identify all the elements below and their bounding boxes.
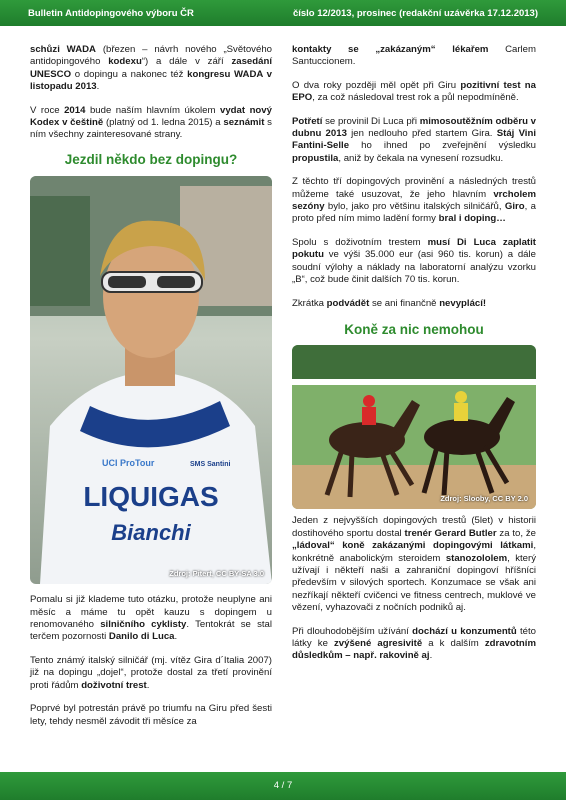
paragraph-wada: schůzi WADA (březen – návrh nového „Světového antidopingového kodexu“) a dále v září zasedání UNESCO o dopingu a nakonec též kongresu WADA v listopadu 2013. xyxy=(30,44,272,93)
footer-bar xyxy=(0,772,566,800)
paragraph-first-ban: Poprvé byl potrestán právě po triumfu na Giru před šesti lety, tehdy nesměl závodit tři měsíce za xyxy=(30,703,272,727)
horse-race-photo xyxy=(292,345,536,509)
paragraph-question: Pomalu si již klademe tuto otázku, protože neuplyne ani měsíc a máme tu opět kauzu s dopingem u renomovaného silničního cyklisty. Tentokrát se stal terčem pozornosti Danilo di Luca. xyxy=(30,594,272,643)
photo-caption-horses: Zdroj: Slooby, CC BY 2.0 xyxy=(440,493,528,503)
horse-race-illustration xyxy=(292,345,536,509)
cyclist-photo xyxy=(30,176,272,584)
jersey-badge: UCI ProTour xyxy=(102,458,155,469)
page-number: 4 / 7 xyxy=(273,780,293,791)
header-bar xyxy=(0,0,566,26)
heading-cyclist: Jezdil někdo bez dopingu? xyxy=(64,151,238,167)
paragraph-kodex: V roce 2014 bude naším hlavním úkolem vydat nový Kodex v češtině (platný od 1. ledna 2015) a seznámit s ním všechny zainteresované strany. xyxy=(30,104,272,141)
bulletin-title: Bulletin Antidopingového výboru ČR xyxy=(28,8,194,19)
paragraph-trainer: Jeden z nejvyšších dopingových trestů (5let) v historii dostihového sportu dostal trenér Gerard Butler za to, že „ládoval“ koně zakázanými dopingovými látkami, konkrétně anabolickým steroidem stanozololem, který užívají i někteří naši a zahraniční dopingoví hříšníci především v silových sportech. Konzumace se však ani nezříkají někteří cvičenci ve fitness centrech, muklové ve vězení, vyhazovači z nočních podniků aj. xyxy=(292,515,536,614)
cyclist-illustration xyxy=(30,176,272,584)
paragraph-contacts: kontakty se „zakázaným“ lékařem Carlem Santuccionem. xyxy=(292,44,536,68)
jersey-bianchi: Bianchi xyxy=(111,520,191,546)
jersey-logo: SMS Santini xyxy=(190,461,231,469)
paragraph-fine: Spolu s doživotním trestem musí Di Luca zaplatit pokutu ve výši 35.000 eur (asi 960 tis. korun) a dále soudní výlohy a náklady na laboratorní analýzu vzorku „B“, což bude činit dalších 70 tis. korun. xyxy=(292,236,536,286)
photo-caption-cyclist: Zdroj: Pitert, CC BY-SA 3.0 xyxy=(169,568,264,578)
left-column xyxy=(30,44,272,739)
heading-horses: Koně za nic nemohou xyxy=(344,321,484,337)
paragraph-third: Potřetí se provinil Di Luca při mimosoutěžním odběru v dubnu 2013 jen nedlouho před startem Gira. Stáj Vini Fantini-Selle ho ihned po zveřejnění výsledku propustila, aniž by čekala na vynesení rozsudku. xyxy=(292,115,537,164)
paragraph-effects: Při dlouhodobějším užívání dochází u konzumentů této látky ke zvýšené agresivitě a k dalším zdravotním důsledkům – např. rakovině aj. xyxy=(292,625,536,662)
jersey-liquigas: LIQUIGAS xyxy=(83,481,219,513)
paragraph-epo: O dva roky později měl opět při Giru pozitivní test na EPO, za což následoval trest rok a půl nepodmíněně. xyxy=(292,79,536,104)
paragraph-giro: Z těchto tří dopingových provinění a následných trestů můžeme také usuzovat, že jeho hlavním vrcholem sezóny bylo, jako pro většinu italských silničářů, Giro, a proto před ním mimo ladění formy bral i doping… xyxy=(292,176,536,225)
paragraph-italian: Tento známý italský silničář (mj. vítěz Gira d´Italia 2007) již na dopingu „dojel“, protože dostal za třetí provinění proti řádům doživotní trest. xyxy=(30,654,272,691)
paragraph-conclusion: Zkrátka podvádět se ani finančně nevyplácí! xyxy=(292,297,487,309)
right-column xyxy=(292,44,536,674)
issue-info: číslo 12/2013, prosinec (redakční uzávěrka 17.12.2013) xyxy=(292,8,538,19)
